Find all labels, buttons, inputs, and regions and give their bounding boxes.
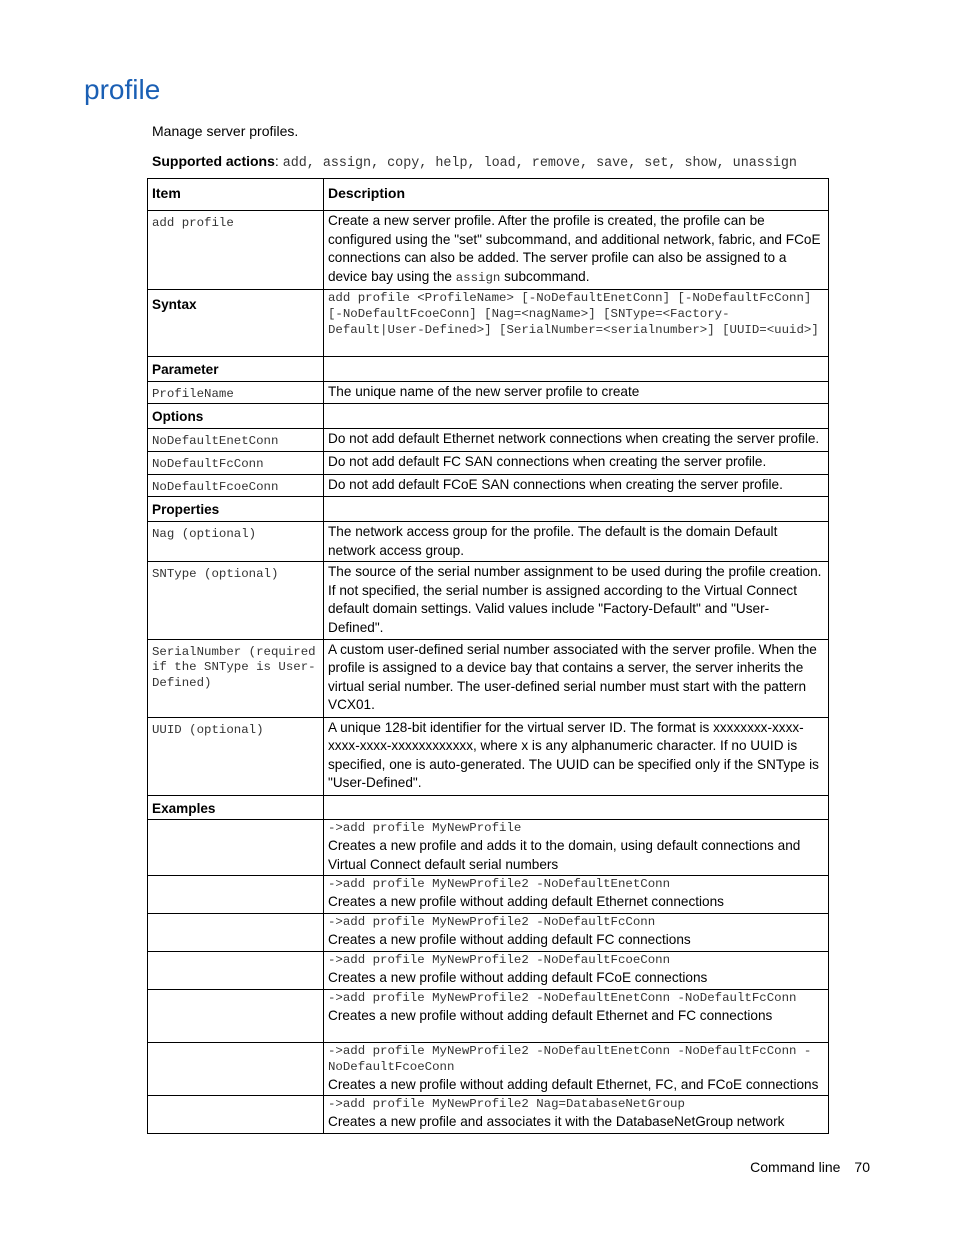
example-command: ->add profile MyNewProfile2 -NoDefaultEnetConn -NoDefaultFcConn -NoDefaultFcoeConn — [328, 1044, 812, 1074]
table-row — [148, 562, 829, 639]
property-name: Nag (optional) — [148, 521, 324, 561]
table-row — [148, 211, 829, 290]
table-row — [148, 521, 829, 561]
example-description: Creates a new profile without adding default Ethernet, FC, and FCoE connections — [328, 1076, 819, 1092]
table-header-row — [148, 179, 829, 211]
syntax-code: add profile <ProfileName> [-NoDefaultEnetConn] [-NoDefaultFcConn] [-NoDefaultFcoeConn] [Nag=<nagName>] [SNType=<Factory-Default|User-Defined>] [SerialNumber=<serialnumber>] [UUID=<uuid>] — [328, 291, 819, 337]
section-row — [148, 404, 829, 429]
example-cell — [324, 1096, 829, 1133]
property-name: UUID (optional) — [148, 717, 324, 795]
table-row — [148, 474, 829, 497]
intro-text: Manage server profiles. — [152, 123, 299, 139]
example-row — [148, 820, 829, 876]
page-number: 70 — [854, 1159, 870, 1175]
section-row — [148, 357, 829, 382]
example-row — [148, 1096, 829, 1133]
page-title: profile — [84, 74, 161, 105]
section-row — [148, 795, 829, 820]
example-description: Creates a new profile without adding default Ethernet connections — [328, 893, 724, 909]
example-command: ->add profile MyNewProfile2 -NoDefaultFcoeConn — [328, 953, 671, 968]
example-cell — [324, 990, 829, 1043]
property-description: The source of the serial number assignment to be used during the profile creation. If not specified, the serial number is assigned according to the Virtual Connect default domain settings. Valid values include "Factory-Default" and "User-Defined". — [324, 562, 829, 639]
table-row — [148, 428, 829, 451]
property-description: A unique 128-bit identifier for the virtual server ID. The format is xxxxxxxx-xxxx-xxxx-xxxx-xxxxxxxxxxxx, where x is any alphanumeric character. If no UUID is specified, one is auto-generated. The UUID can be specified only if the SNType is "User-Defined". — [324, 717, 829, 795]
example-row — [148, 952, 829, 990]
examples-label: Examples — [148, 795, 324, 820]
properties-label: Properties — [148, 497, 324, 522]
reference-table — [147, 178, 829, 1134]
parameter-description: The unique name of the new server profile to create — [324, 381, 829, 404]
option-description: Do not add default FC SAN connections when creating the server profile. — [324, 451, 829, 474]
header-item: Item — [148, 179, 324, 211]
property-description: A custom user-defined serial number associated with the server profile. When the profile is assigned to a device bay that contains a server, the server inherits the virtual serial number. The user-defined serial number must start with the pattern VCX01. — [324, 639, 829, 717]
table-row — [148, 717, 829, 795]
table-row — [148, 290, 829, 357]
example-row — [148, 914, 829, 952]
example-command: ->add profile MyNewProfile2 -NoDefaultFcConn — [328, 915, 656, 930]
option-description: Do not add default Ethernet network connections when creating the server profile. — [324, 428, 829, 451]
parameter-name: ProfileName — [148, 381, 324, 404]
example-cell — [324, 914, 829, 952]
example-row — [148, 1043, 829, 1096]
example-command: ->add profile MyNewProfile — [328, 821, 522, 836]
command-name: add profile — [148, 211, 324, 290]
example-command: ->add profile MyNewProfile2 -NoDefaultEnetConn — [328, 877, 671, 892]
example-description: Creates a new profile and adds it to the domain, using default connections and Virtual Connect default serial numbers — [328, 837, 801, 872]
parameter-label: Parameter — [148, 357, 324, 382]
syntax-label: Syntax — [148, 290, 324, 357]
example-description: Creates a new profile and associates it with the DatabaseNetGroup network — [328, 1114, 785, 1130]
page-footer — [750, 1159, 870, 1175]
table-row — [148, 451, 829, 474]
syntax-cell — [324, 290, 829, 357]
example-cell — [324, 876, 829, 914]
example-description: Creates a new profile without adding default FC connections — [328, 931, 691, 947]
table-row — [148, 639, 829, 717]
example-row — [148, 876, 829, 914]
option-name: NoDefaultFcConn — [148, 451, 324, 474]
example-description: Creates a new profile without adding default Ethernet and FC connections — [328, 1007, 773, 1023]
supported-actions-list: add, assign, copy, help, load, remove, save, set, show, unassign — [282, 156, 797, 171]
example-command: ->add profile MyNewProfile2 Nag=DatabaseNetGroup — [328, 1097, 685, 1112]
footer-section: Command line — [750, 1159, 841, 1175]
option-description: Do not add default FCoE SAN connections when creating the server profile. — [324, 474, 829, 497]
example-cell — [324, 820, 829, 876]
table-row — [148, 381, 829, 404]
option-name: NoDefaultFcoeConn — [148, 474, 324, 497]
options-label: Options — [148, 404, 324, 429]
property-name: SerialNumber (required if the SNType is User-Defined) — [148, 639, 324, 717]
supported-actions: Supported actions: add, assign, copy, help, load, remove, save, set, show, unassign — [152, 153, 797, 171]
header-description: Description — [324, 179, 829, 211]
example-cell — [324, 1043, 829, 1096]
supported-actions-label: Supported actions — [152, 153, 275, 169]
property-name: SNType (optional) — [148, 562, 324, 639]
example-cell — [324, 952, 829, 990]
option-name: NoDefaultEnetConn — [148, 428, 324, 451]
section-row — [148, 497, 829, 522]
command-description: Create a new server profile. After the profile is created, the profile can be configured using the "set" subcommand, and additional network, fabric, and FCoE connections can also be added. The server profile can also be assigned to a device bay using the assign subcommand. — [324, 211, 829, 290]
example-description: Creates a new profile without adding default FCoE connections — [328, 969, 708, 985]
example-row — [148, 990, 829, 1043]
property-description: The network access group for the profile. The default is the domain Default network access group. — [324, 521, 829, 561]
example-command: ->add profile MyNewProfile2 -NoDefaultEnetConn -NoDefaultFcConn — [328, 991, 797, 1006]
